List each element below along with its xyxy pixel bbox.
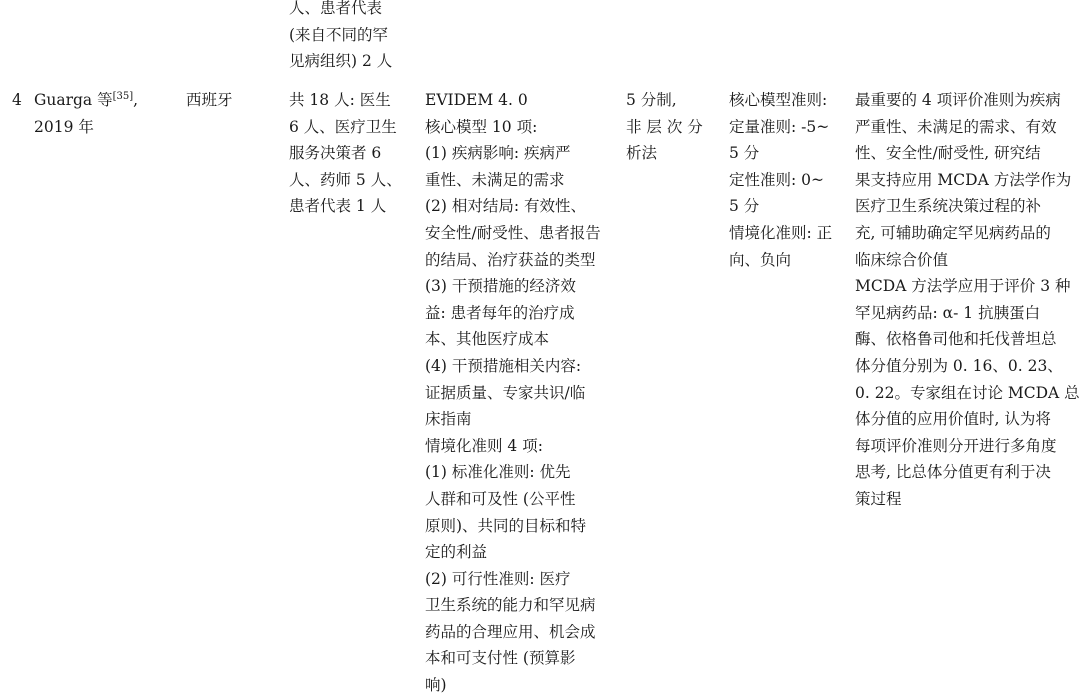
text-line: 5 分制, bbox=[626, 91, 677, 109]
text-line: (2) 可行性准则: 医疗 bbox=[425, 569, 571, 588]
text-line: EVIDEM 4. 0 bbox=[425, 91, 528, 109]
text-line: 罕见病药品: α- 1 抗胰蛋白 bbox=[855, 303, 1041, 322]
text-line: 服务决策者 6 bbox=[289, 144, 382, 163]
text-line: 证据质量、专家共识/临 bbox=[425, 383, 586, 402]
results-cell bbox=[855, 87, 1080, 513]
text-line: 卫生系统的能力和罕见病 bbox=[425, 596, 596, 615]
text-line: 本和可支付性 (预算影 bbox=[425, 649, 576, 668]
text-line: 药品的合理应用、机会成 bbox=[425, 622, 596, 641]
prev-row-participants bbox=[289, 0, 392, 75]
text-line: 的结局、治疗获益的类型 bbox=[425, 250, 596, 269]
text-line: 果支持应用 MCDA 方法学作为 bbox=[855, 170, 1072, 189]
text-line: 0. 22。专家组在讨论 MCDA 总 bbox=[855, 383, 1080, 402]
country: 西班牙 bbox=[186, 91, 233, 109]
text-line: 患者代表 1 人 bbox=[289, 197, 387, 216]
text-line: 最重要的 4 项评价准则为疾病 bbox=[855, 91, 1061, 109]
text-line: 性、安全性/耐受性, 研究结 bbox=[855, 144, 1041, 163]
study-author: Guarga 等 bbox=[34, 91, 113, 109]
study-year: 2019 年 bbox=[34, 117, 94, 136]
text-line: 定性准则: 0~ bbox=[729, 170, 824, 189]
text-line: 酶、依格鲁司他和托伐普坦总 bbox=[855, 330, 1057, 349]
country-cell bbox=[186, 87, 233, 114]
text-line: (1) 疾病影响: 疾病严 bbox=[425, 144, 571, 163]
text-line: 非 层 次 分 bbox=[626, 117, 703, 136]
text-line: 情境化准则: 正 bbox=[729, 223, 833, 242]
study-cell bbox=[34, 87, 138, 140]
participants-cell bbox=[289, 87, 402, 220]
text-line: 5 分 bbox=[729, 197, 760, 216]
text-line: 向、负向 bbox=[729, 250, 792, 269]
text-line: 重性、未满足的需求 bbox=[425, 170, 565, 189]
text-line: 临床综合价值 bbox=[855, 250, 949, 269]
text-line: (2) 相对结局: 有效性、 bbox=[425, 197, 587, 216]
text-line: MCDA 方法学应用于评价 3 种 bbox=[855, 277, 1071, 296]
text-line: 原则)、共同的目标和特 bbox=[425, 516, 587, 535]
text-line: 益: 患者每年的治疗成 bbox=[425, 303, 575, 322]
scoring-cell bbox=[626, 87, 703, 167]
text-line: 安全性/耐受性、患者报告 bbox=[425, 223, 601, 242]
text-line: 人群和可及性 (公平性 bbox=[425, 489, 576, 508]
text-line: 共 18 人: 医生 bbox=[289, 91, 391, 109]
text-line: 医疗卫生系统决策过程的补 bbox=[855, 197, 1042, 216]
text-line: 体分值的应用价值时, 认为将 bbox=[855, 410, 1051, 429]
study-separator: , bbox=[133, 91, 139, 109]
text-line: 情境化准则 4 项: bbox=[425, 436, 543, 455]
text-line: 策过程 bbox=[855, 489, 902, 508]
text-line: 5 分 bbox=[729, 144, 760, 163]
text-line: 核心模型准则: bbox=[729, 91, 828, 109]
text-line: 析法 bbox=[626, 144, 658, 163]
text-line: 每项评价准则分开进行多角度 bbox=[855, 436, 1057, 455]
text-line: 定量准则: -5~ bbox=[729, 117, 830, 136]
text-line: (4) 干预措施相关内容: bbox=[425, 356, 582, 375]
text-line: 人、患者代表 bbox=[289, 0, 383, 17]
text-line: 人、药师 5 人、 bbox=[289, 170, 402, 189]
text-line: 充, 可辅助确定罕见病药品的 bbox=[855, 223, 1051, 242]
text-line: 定的利益 bbox=[425, 543, 488, 562]
text-line: 核心模型 10 项: bbox=[425, 117, 538, 136]
text-line: (1) 标准化准则: 优先 bbox=[425, 463, 571, 482]
text-line: 6 人、医疗卫生 bbox=[289, 117, 397, 136]
text-line: 思考, 比总体分值更有利于决 bbox=[855, 463, 1051, 482]
text-line: 响) bbox=[425, 676, 447, 695]
row-number: 4 bbox=[12, 91, 22, 109]
study-reference: [35] bbox=[112, 91, 134, 102]
text-line: 本、其他医疗成本 bbox=[425, 330, 550, 349]
study-author-line bbox=[34, 87, 138, 114]
text-line: 床指南 bbox=[425, 410, 472, 429]
text-line: 严重性、未满足的需求、有效 bbox=[855, 117, 1057, 136]
framework-cell bbox=[425, 87, 601, 699]
criteria-cell bbox=[729, 87, 832, 273]
text-line: 体分值分别为 0. 16、0. 23、 bbox=[855, 356, 1063, 375]
text-line: (来自不同的罕 bbox=[289, 25, 389, 44]
text-line: 见病组织) 2 人 bbox=[289, 52, 393, 71]
text-line: (3) 干预措施的经济效 bbox=[425, 277, 576, 296]
